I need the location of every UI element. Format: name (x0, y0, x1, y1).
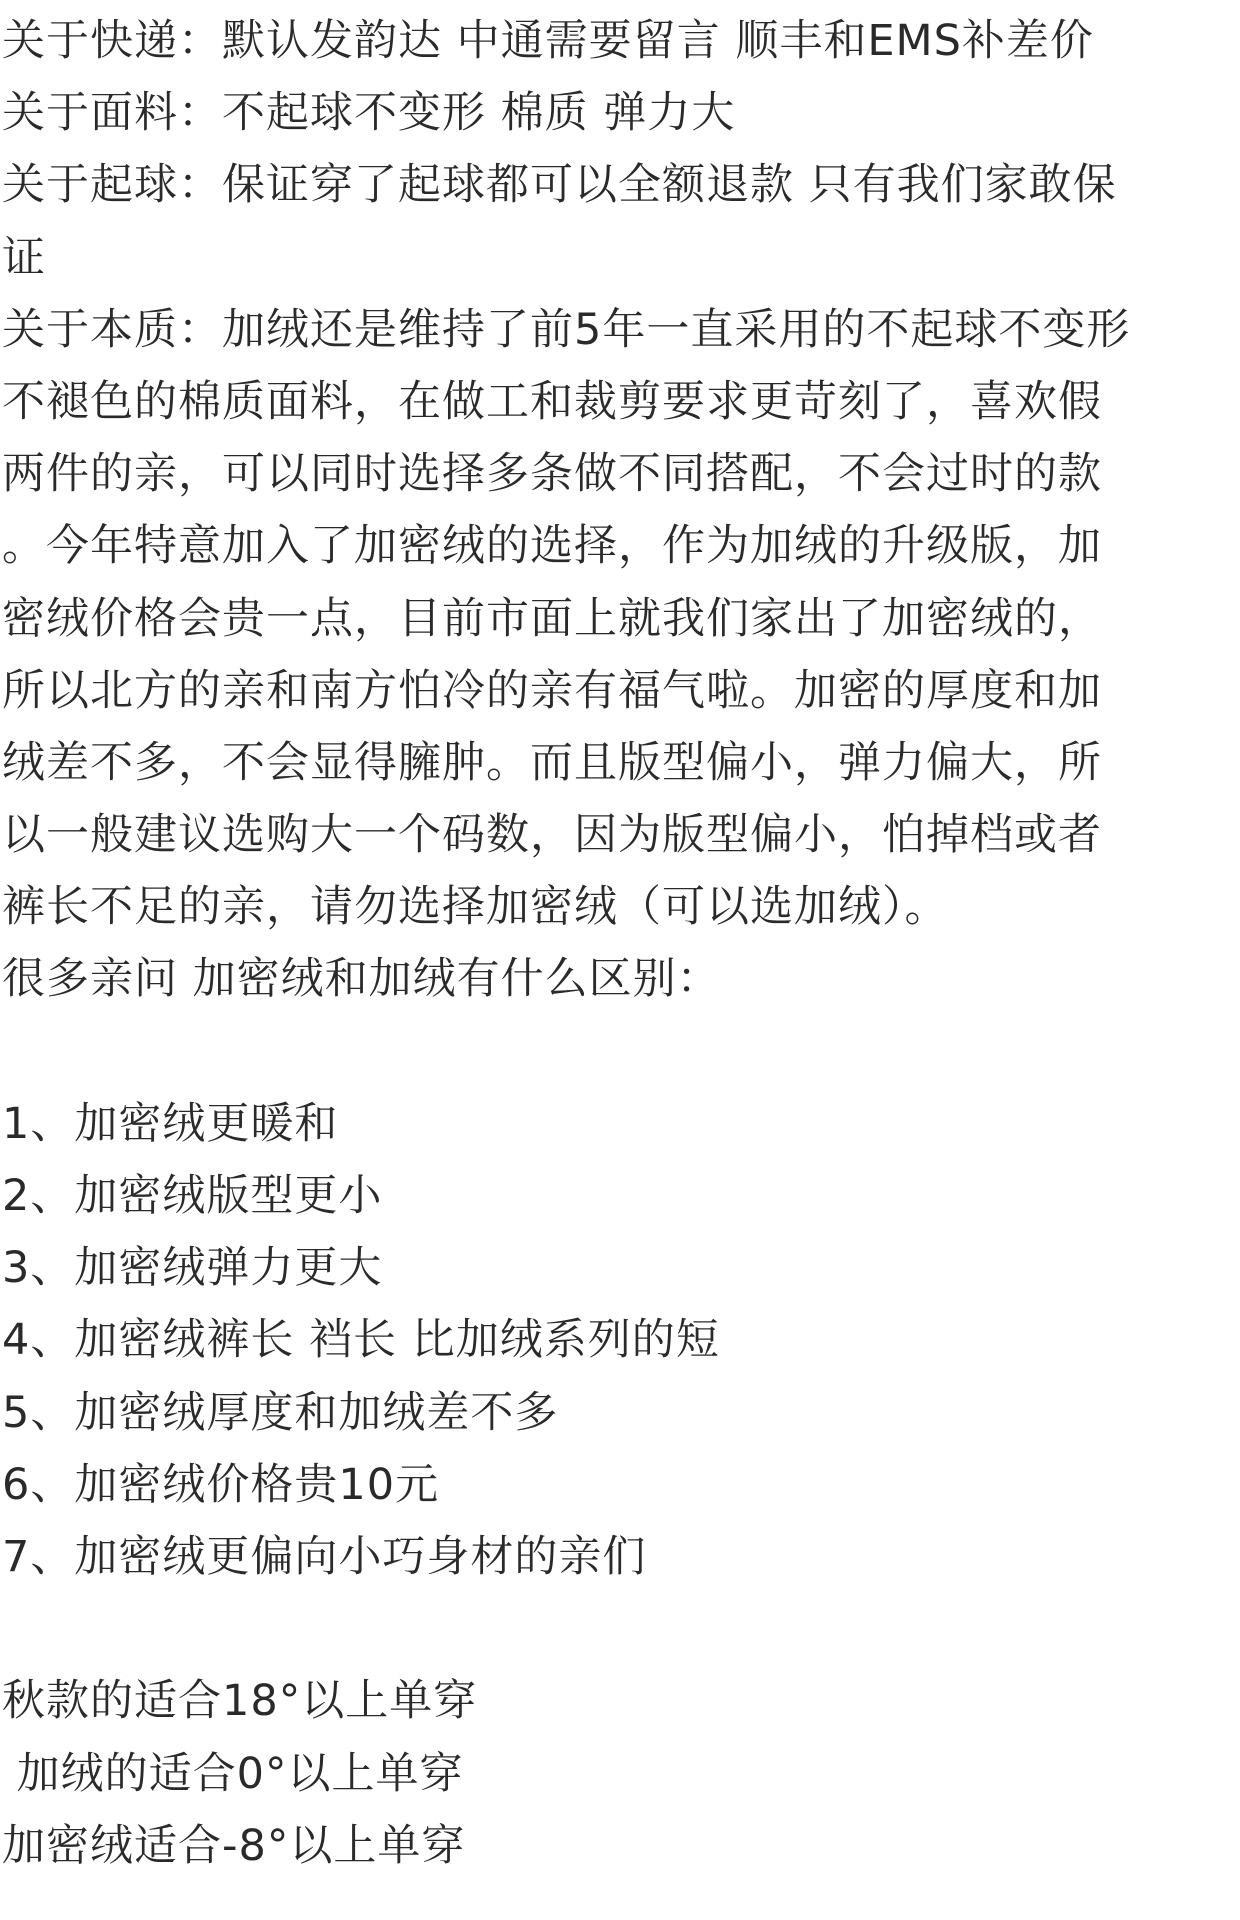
list-item: 1、加密绒更暖和 (2, 1098, 339, 1149)
text-line: 密绒价格会贵一点，目前市面上就我们家出了加密绒的， (2, 593, 1102, 644)
text-line: 绒差不多，不会显得臃肿。而且版型偏小，弹力偏大，所 (2, 737, 1102, 788)
text-line: 关于本质：加绒还是维持了前5年一直采用的不起球不变形 (2, 304, 1131, 355)
list-item: 2、加密绒版型更小 (2, 1171, 383, 1221)
temperature-line: 秋款的适合18°以上单穿 (2, 1676, 478, 1727)
spacer (2, 1593, 1240, 1665)
spacer (2, 1016, 1240, 1088)
list-item: 6、加密绒价格贵10元 (2, 1459, 440, 1510)
text-line: 关于起球：保证穿了起球都可以全额退款 只有我们家敢保 (2, 160, 1117, 211)
difference-list (2, 1088, 1240, 1593)
text-line: 。今年特意加入了加密绒的选择，作为加绒的升级版，加 (2, 521, 1102, 572)
text-line: 所以北方的亲和南方怕冷的亲有福气啦。加密的厚度和加 (2, 665, 1102, 716)
question-line: 很多亲问 加密绒和加绒有什么区别： (2, 954, 721, 1005)
temperature-line: 加密绒适合-8°以上单穿 (2, 1820, 466, 1871)
text-line: 证 (2, 232, 46, 283)
intro-paragraphs (2, 5, 1240, 1016)
text-line: 不褪色的棉质面料，在做工和裁剪要求更苛刻了，喜欢假 (2, 376, 1102, 427)
text-line: 关于面料：不起球不变形 棉质 弹力大 (2, 88, 736, 139)
text-line: 以一般建议选购大一个码数，因为版型偏小，怕掉档或者 (2, 810, 1102, 861)
list-item: 7、加密绒更偏向小巧身材的亲们 (2, 1531, 647, 1582)
text-line: 关于快递：默认发韵达 中通需要留言 顺丰和EMS补差价 (2, 16, 1094, 66)
temperature-guide (2, 1665, 1240, 1882)
text-line: 裤长不足的亲，请勿选择加密绒（可以选加绒）。 (2, 882, 949, 933)
list-item: 5、加密绒厚度和加绒差不多 (2, 1387, 559, 1438)
text-line: 两件的亲，可以同时选择多条做不同搭配，不会过时的款 (2, 449, 1102, 500)
list-item: 4、加密绒裤长 裆长 比加绒系列的短 (2, 1315, 720, 1366)
temperature-line: 加绒的适合0°以上单穿 (2, 1748, 464, 1799)
list-item: 3、加密绒弹力更大 (2, 1243, 383, 1294)
